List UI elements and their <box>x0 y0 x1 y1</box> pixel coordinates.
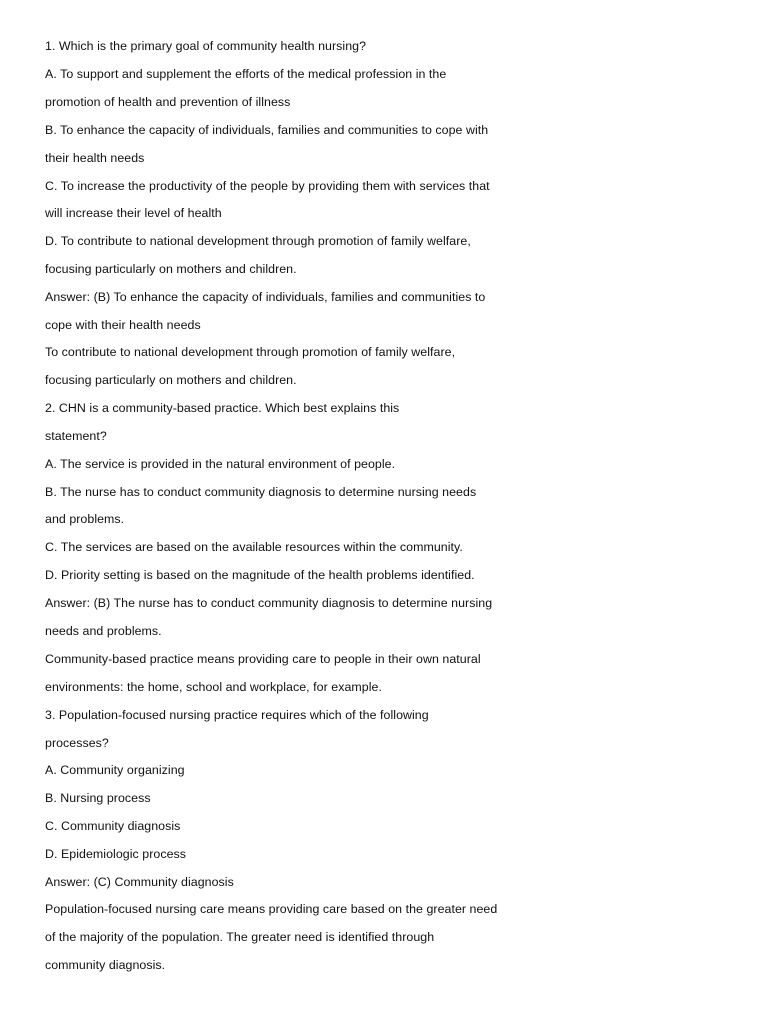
question-1-option-c-cont: will increase their level of health <box>45 206 222 220</box>
question-2-rationale-cont: environments: the home, school and workplace, for example. <box>45 680 382 694</box>
question-2-answer: Answer: (B) The nurse has to conduct community diagnosis to determine nursing <box>45 596 493 610</box>
question-1-rationale: To contribute to national development through promotion of family welfare, <box>45 345 456 359</box>
question-1-option-b: B. To enhance the capacity of individuals, families and communities to cope with <box>45 123 489 137</box>
question-2-text: 2. CHN is a community-based practice. Which best explains this <box>45 401 400 415</box>
question-3-rationale-cont-1: of the majority of the population. The greater need is identified through <box>45 930 435 944</box>
question-2-option-b-cont: and problems. <box>45 512 125 526</box>
question-3-answer: Answer: (C) Community diagnosis <box>45 875 234 889</box>
question-2-rationale: Community-based practice means providing care to people in their own natural <box>45 652 481 666</box>
question-1-rationale-cont: focusing particularly on mothers and children. <box>45 373 297 387</box>
question-3-text-cont: processes? <box>45 736 109 750</box>
question-1-option-a: A. To support and supplement the efforts of the medical profession in the <box>45 67 447 81</box>
question-2-option-d: D. Priority setting is based on the magnitude of the health problems identified. <box>45 568 475 582</box>
question-3-rationale: Population-focused nursing care means providing care based on the greater need <box>45 902 498 916</box>
question-1-option-c: C. To increase the productivity of the people by providing them with services that <box>45 179 490 193</box>
question-1-answer: Answer: (B) To enhance the capacity of individuals, families and communities to <box>45 290 486 304</box>
question-3-text: 3. Population-focused nursing practice requires which of the following <box>45 708 429 722</box>
question-3-option-d: D. Epidemiologic process <box>45 847 186 861</box>
question-1-text: 1. Which is the primary goal of community health nursing? <box>45 39 367 53</box>
question-2-option-c: C. The services are based on the available resources within the community. <box>45 540 463 554</box>
question-2-answer-cont: needs and problems. <box>45 624 162 638</box>
question-3-rationale-cont-2: community diagnosis. <box>45 958 166 972</box>
question-3-option-b: B. Nursing process <box>45 791 151 805</box>
question-1-option-a-cont: promotion of health and prevention of illness <box>45 95 291 109</box>
question-1-answer-cont: cope with their health needs <box>45 318 201 332</box>
question-3-option-c: C. Community diagnosis <box>45 819 181 833</box>
question-3-option-a: A. Community organizing <box>45 763 185 777</box>
question-2-option-b: B. The nurse has to conduct community diagnosis to determine nursing needs <box>45 485 477 499</box>
question-2-option-a: A. The service is provided in the natural environment of people. <box>45 457 396 471</box>
question-1-option-d: D. To contribute to national development through promotion of family welfare, <box>45 234 471 248</box>
question-2-text-cont: statement? <box>45 429 107 443</box>
question-1-option-d-cont: focusing particularly on mothers and children. <box>45 262 297 276</box>
question-1-option-b-cont: their health needs <box>45 151 145 165</box>
